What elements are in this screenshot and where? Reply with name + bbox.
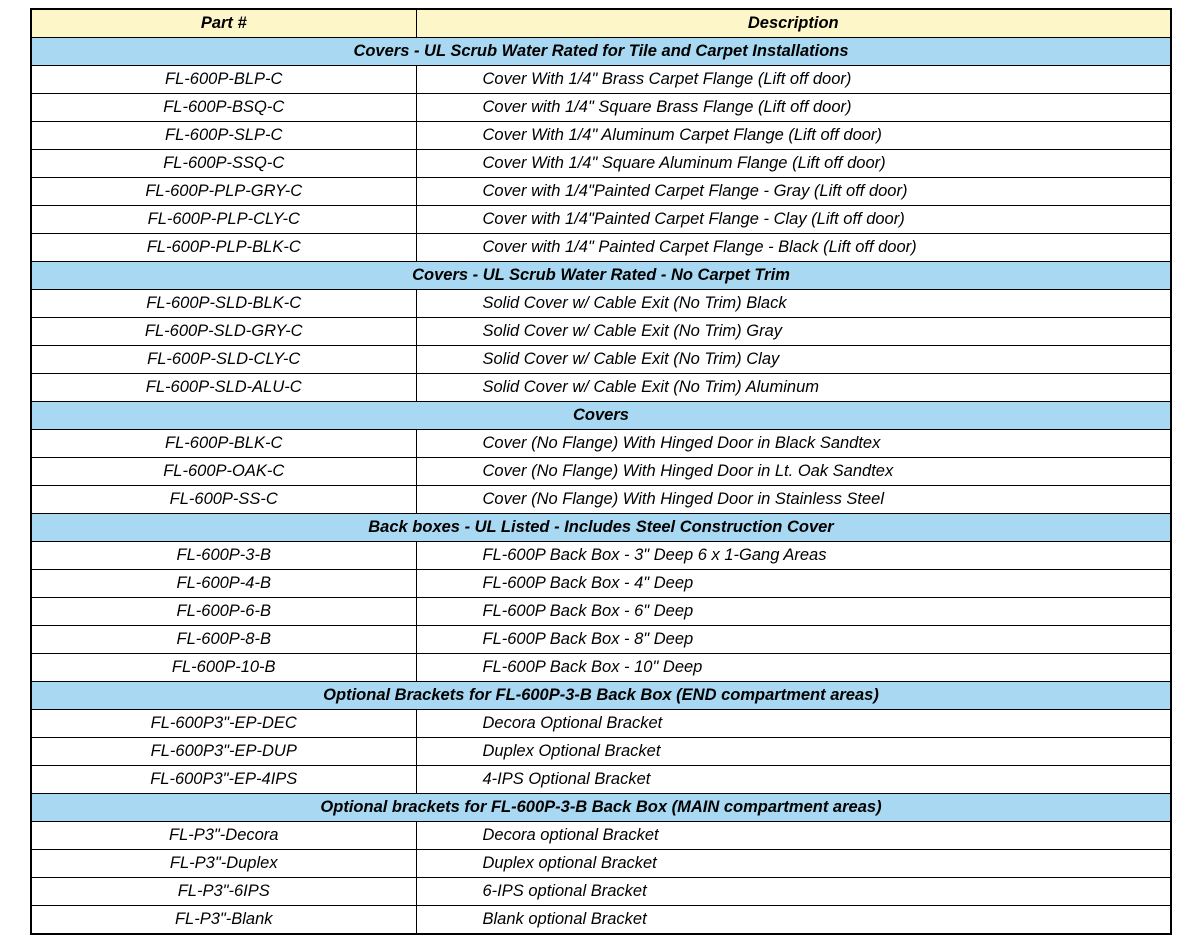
table-header [31, 9, 1171, 38]
table-row [31, 570, 1171, 598]
table-row [31, 598, 1171, 626]
cell-description: Cover with 1/4"Painted Carpet Flange - Gray (Lift off door) [416, 178, 1171, 206]
cell-part-number: FL-600P-SLP-C [31, 122, 416, 150]
cell-description: FL-600P Back Box - 6" Deep [416, 598, 1171, 626]
cell-part-number: FL-600P-SSQ-C [31, 150, 416, 178]
table-row [31, 122, 1171, 150]
cell-part-number: FL-P3"-6IPS [31, 878, 416, 906]
cell-part-number: FL-P3"-Duplex [31, 850, 416, 878]
table-row [31, 710, 1171, 738]
cell-part-number: FL-600P-OAK-C [31, 458, 416, 486]
cell-description: Cover with 1/4"Painted Carpet Flange - Clay (Lift off door) [416, 206, 1171, 234]
table-row [31, 430, 1171, 458]
table-row [31, 94, 1171, 122]
cell-description: Duplex optional Bracket [416, 850, 1171, 878]
cell-description: Solid Cover w/ Cable Exit (No Trim) Black [416, 290, 1171, 318]
table-row [31, 654, 1171, 682]
column-header-part: Part # [31, 9, 416, 38]
table-row [31, 822, 1171, 850]
column-header-description: Description [416, 9, 1171, 38]
header-row [31, 9, 1171, 38]
cell-description: FL-600P Back Box - 3" Deep 6 x 1-Gang Areas [416, 542, 1171, 570]
parts-table [30, 8, 1172, 935]
cell-part-number: FL-600P-SLD-ALU-C [31, 374, 416, 402]
cell-description: 6-IPS optional Bracket [416, 878, 1171, 906]
cell-part-number: FL-600P-SS-C [31, 486, 416, 514]
cell-part-number: FL-600P-BLK-C [31, 430, 416, 458]
table-row [31, 738, 1171, 766]
cell-description: Solid Cover w/ Cable Exit (No Trim) Aluminum [416, 374, 1171, 402]
cell-description: Cover With 1/4" Aluminum Carpet Flange (Lift off door) [416, 122, 1171, 150]
cell-part-number: FL-600P-SLD-GRY-C [31, 318, 416, 346]
cell-description: Duplex Optional Bracket [416, 738, 1171, 766]
cell-part-number: FL-600P3"-EP-4IPS [31, 766, 416, 794]
cell-description: FL-600P Back Box - 10" Deep [416, 654, 1171, 682]
cell-description: Cover with 1/4" Painted Carpet Flange - Black (Lift off door) [416, 234, 1171, 262]
cell-part-number: FL-600P-PLP-BLK-C [31, 234, 416, 262]
cell-part-number: FL-P3"-Decora [31, 822, 416, 850]
cell-description: Cover (No Flange) With Hinged Door in Stainless Steel [416, 486, 1171, 514]
table-row [31, 234, 1171, 262]
table-row [31, 346, 1171, 374]
section-header-row [31, 262, 1171, 290]
cell-description: FL-600P Back Box - 8" Deep [416, 626, 1171, 654]
cell-part-number: FL-600P3"-EP-DUP [31, 738, 416, 766]
section-header-row [31, 514, 1171, 542]
section-header-row [31, 402, 1171, 430]
cell-description: Cover With 1/4" Brass Carpet Flange (Lift off door) [416, 66, 1171, 94]
cell-part-number: FL-600P3"-EP-DEC [31, 710, 416, 738]
section-title: Covers - UL Scrub Water Rated for Tile and Carpet Installations [31, 38, 1171, 66]
cell-description: FL-600P Back Box - 4" Deep [416, 570, 1171, 598]
table-row [31, 850, 1171, 878]
table-row [31, 290, 1171, 318]
table-row [31, 906, 1171, 935]
table-body [31, 38, 1171, 935]
cell-description: Cover (No Flange) With Hinged Door in Lt. Oak Sandtex [416, 458, 1171, 486]
table-row [31, 66, 1171, 94]
section-title: Covers - UL Scrub Water Rated - No Carpet Trim [31, 262, 1171, 290]
table-row [31, 318, 1171, 346]
cell-description: Cover with 1/4" Square Brass Flange (Lift off door) [416, 94, 1171, 122]
section-header-row [31, 682, 1171, 710]
cell-description: Cover (No Flange) With Hinged Door in Black Sandtex [416, 430, 1171, 458]
cell-description: Blank optional Bracket [416, 906, 1171, 935]
cell-description: Cover With 1/4" Square Aluminum Flange (Lift off door) [416, 150, 1171, 178]
section-header-row [31, 794, 1171, 822]
cell-part-number: FL-600P-BSQ-C [31, 94, 416, 122]
table-row [31, 150, 1171, 178]
cell-part-number: FL-600P-SLD-CLY-C [31, 346, 416, 374]
table-row [31, 486, 1171, 514]
table-row [31, 878, 1171, 906]
cell-part-number: FL-600P-8-B [31, 626, 416, 654]
cell-part-number: FL-600P-3-B [31, 542, 416, 570]
cell-description: 4-IPS Optional Bracket [416, 766, 1171, 794]
section-title: Covers [31, 402, 1171, 430]
cell-part-number: FL-600P-PLP-GRY-C [31, 178, 416, 206]
cell-part-number: FL-P3"-Blank [31, 906, 416, 935]
cell-part-number: FL-600P-SLD-BLK-C [31, 290, 416, 318]
table-row [31, 178, 1171, 206]
cell-part-number: FL-600P-BLP-C [31, 66, 416, 94]
cell-description: Solid Cover w/ Cable Exit (No Trim) Clay [416, 346, 1171, 374]
cell-part-number: FL-600P-10-B [31, 654, 416, 682]
cell-part-number: FL-600P-4-B [31, 570, 416, 598]
section-header-row [31, 38, 1171, 66]
cell-part-number: FL-600P-PLP-CLY-C [31, 206, 416, 234]
table-row [31, 458, 1171, 486]
table-row [31, 206, 1171, 234]
table-row [31, 374, 1171, 402]
section-title: Optional Brackets for FL-600P-3-B Back Box (END compartment areas) [31, 682, 1171, 710]
cell-part-number: FL-600P-6-B [31, 598, 416, 626]
section-title: Optional brackets for FL-600P-3-B Back Box (MAIN compartment areas) [31, 794, 1171, 822]
cell-description: Decora Optional Bracket [416, 710, 1171, 738]
table-row [31, 766, 1171, 794]
cell-description: Decora optional Bracket [416, 822, 1171, 850]
section-title: Back boxes - UL Listed - Includes Steel Construction Cover [31, 514, 1171, 542]
table-row [31, 626, 1171, 654]
table-row [31, 542, 1171, 570]
cell-description: Solid Cover w/ Cable Exit (No Trim) Gray [416, 318, 1171, 346]
